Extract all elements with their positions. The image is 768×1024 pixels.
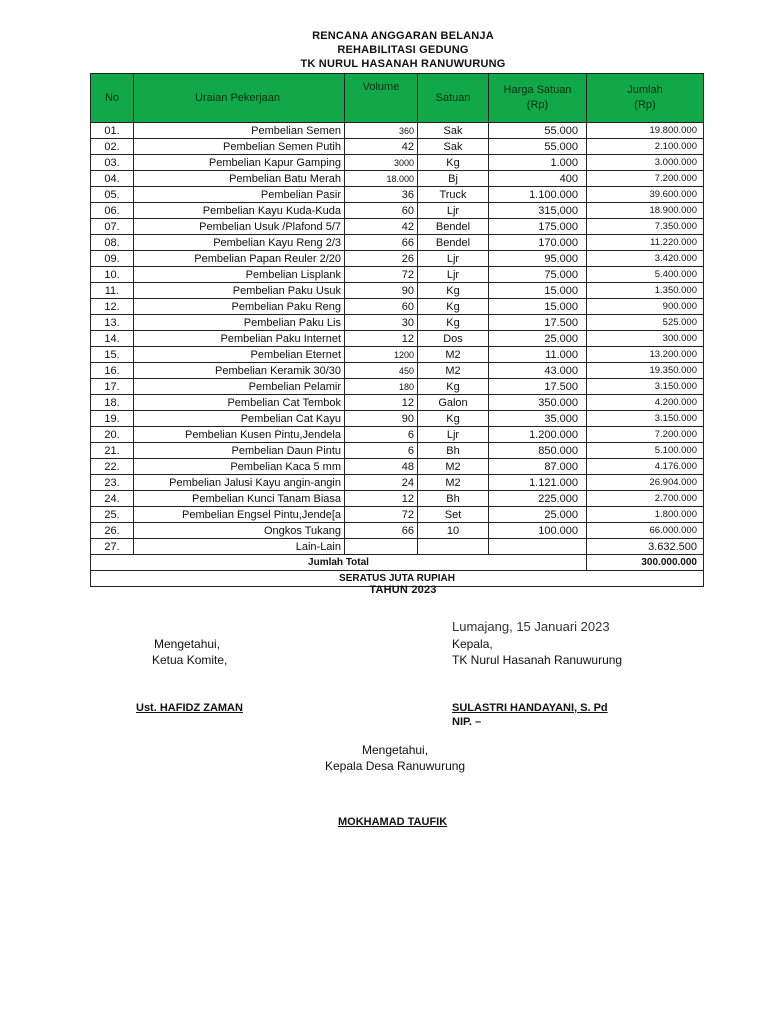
cell-uraian: Pembelian Kapur Gamping bbox=[134, 155, 345, 171]
cell-no: 24. bbox=[91, 491, 134, 507]
table-row bbox=[91, 443, 704, 459]
table-row bbox=[91, 331, 704, 347]
cell-uraian: Pembelian Paku Lis bbox=[134, 315, 345, 331]
table-row bbox=[91, 315, 704, 331]
cell-satuan: 10 bbox=[418, 523, 489, 539]
cell-harga: 87.000 bbox=[489, 459, 587, 475]
cell-jumlah: 26.904.000 bbox=[587, 475, 704, 491]
cell-uraian: Pembelian Jalusi Kayu angin-angin bbox=[134, 475, 345, 491]
table-row bbox=[91, 475, 704, 491]
cell-no: 20. bbox=[91, 427, 134, 443]
table-row bbox=[91, 363, 704, 379]
cell-harga: 1.200.000 bbox=[489, 427, 587, 443]
cell-volume: 30 bbox=[345, 315, 418, 331]
cell-harga: 400 bbox=[489, 171, 587, 187]
cell-satuan: Kg bbox=[418, 315, 489, 331]
cell-satuan: Dos bbox=[418, 331, 489, 347]
cell-volume: 12 bbox=[345, 491, 418, 507]
col-header-harga-unit: (Rp) bbox=[526, 99, 549, 111]
cell-uraian: Pembelian Paku Internet bbox=[134, 331, 345, 347]
table-row bbox=[91, 251, 704, 267]
cell-jumlah: 7.200.000 bbox=[587, 171, 704, 187]
cell-uraian: Pembelian Kayu Reng 2/3 bbox=[134, 235, 345, 251]
table-row bbox=[91, 491, 704, 507]
cell-uraian: Pembelian Lisplank bbox=[134, 267, 345, 283]
cell-uraian: Pembelian Semen bbox=[134, 123, 345, 139]
budget-year: TAHUN 2023 bbox=[369, 584, 437, 596]
cell-no: 25. bbox=[91, 507, 134, 523]
cell-jumlah: 3.150.000 bbox=[587, 379, 704, 395]
cell-uraian: Pembelian Cat Kayu bbox=[134, 411, 345, 427]
cell-satuan: Ljr bbox=[418, 251, 489, 267]
cell-volume: 72 bbox=[345, 267, 418, 283]
col-header-harga-label: Harga Satuan bbox=[503, 84, 572, 96]
cell-uraian: Lain-Lain bbox=[134, 539, 345, 555]
cell-jumlah: 300.000 bbox=[587, 331, 704, 347]
cell-satuan: Bendel bbox=[418, 235, 489, 251]
table-row bbox=[91, 507, 704, 523]
cell-satuan: Truck bbox=[418, 187, 489, 203]
table-row bbox=[91, 235, 704, 251]
cell-harga: 35.000 bbox=[489, 411, 587, 427]
cell-volume: 90 bbox=[345, 283, 418, 299]
cell-jumlah: 3.420.000 bbox=[587, 251, 704, 267]
cell-no: 05. bbox=[91, 187, 134, 203]
cell-no: 01. bbox=[91, 123, 134, 139]
cell-no: 17. bbox=[91, 379, 134, 395]
table-row bbox=[91, 267, 704, 283]
cell-jumlah: 19.800.000 bbox=[587, 123, 704, 139]
place-date: Lumajang, 15 Januari 2023 bbox=[452, 619, 610, 634]
cell-harga: 225.000 bbox=[489, 491, 587, 507]
cell-no: 21. bbox=[91, 443, 134, 459]
cell-no: 19. bbox=[91, 411, 134, 427]
right-signatory-name: SULASTRI HANDAYANI, S. Pd bbox=[452, 702, 608, 714]
amount-in-words: SERATUS JUTA RUPIAH bbox=[91, 571, 704, 587]
cell-satuan: M2 bbox=[418, 363, 489, 379]
table-row bbox=[91, 219, 704, 235]
cell-uraian: Pembelian Pasir bbox=[134, 187, 345, 203]
table-row bbox=[91, 459, 704, 475]
cell-jumlah: 19.350.000 bbox=[587, 363, 704, 379]
cell-satuan: M2 bbox=[418, 459, 489, 475]
table-row bbox=[91, 155, 704, 171]
cell-no: 08. bbox=[91, 235, 134, 251]
cell-uraian: Pembelian Papan Reuler 2/20 bbox=[134, 251, 345, 267]
cell-harga: 55.000 bbox=[489, 123, 587, 139]
col-header-volume: Volume bbox=[345, 74, 418, 123]
cell-no: 15. bbox=[91, 347, 134, 363]
cell-volume: 12 bbox=[345, 395, 418, 411]
cell-jumlah: 2.700.000 bbox=[587, 491, 704, 507]
col-header-harga bbox=[489, 74, 587, 123]
cell-harga: 15.000 bbox=[489, 283, 587, 299]
cell-harga: 315,000 bbox=[489, 203, 587, 219]
cell-harga: 850.000 bbox=[489, 443, 587, 459]
col-header-jumlah-label: Jumlah bbox=[627, 84, 663, 96]
cell-no: 13. bbox=[91, 315, 134, 331]
doc-title-line3: TK NURUL HASANAH RANUWURUNG bbox=[300, 58, 506, 70]
table-row bbox=[91, 123, 704, 139]
cell-satuan: Ljr bbox=[418, 203, 489, 219]
cell-satuan: Bendel bbox=[418, 219, 489, 235]
doc-title-line1: RENCANA ANGGARAN BELANJA bbox=[312, 30, 494, 42]
cell-no: 10. bbox=[91, 267, 134, 283]
cell-uraian: Pembelian Kunci Tanam Biasa bbox=[134, 491, 345, 507]
cell-jumlah: 66.000.000 bbox=[587, 523, 704, 539]
cell-uraian: Pembelian Usuk /Plafond 5/7 bbox=[134, 219, 345, 235]
cell-uraian: Pembelian Cat Tembok bbox=[134, 395, 345, 411]
cell-jumlah: 13.200.000 bbox=[587, 347, 704, 363]
cell-harga: 11.000 bbox=[489, 347, 587, 363]
cell-volume: 90 bbox=[345, 411, 418, 427]
col-header-jumlah-unit: (Rp) bbox=[634, 99, 656, 111]
doc-title-line2: REHABILITASI GEDUNG bbox=[337, 44, 469, 56]
total-value: 300.000.000 bbox=[587, 555, 704, 571]
cell-volume: 12 bbox=[345, 331, 418, 347]
cell-no: 07. bbox=[91, 219, 134, 235]
cell-harga: 175.000 bbox=[489, 219, 587, 235]
cell-satuan bbox=[418, 539, 489, 555]
cell-satuan: Ljr bbox=[418, 267, 489, 283]
cell-no: 12. bbox=[91, 299, 134, 315]
cell-harga: 170.000 bbox=[489, 235, 587, 251]
cell-volume: 180 bbox=[345, 379, 418, 395]
cell-harga: 25.000 bbox=[489, 507, 587, 523]
left-know-label: Mengetahui, bbox=[154, 637, 221, 651]
cell-harga bbox=[489, 539, 587, 555]
cell-uraian: Pembelian Paku Usuk bbox=[134, 283, 345, 299]
cell-volume: 66 bbox=[345, 235, 418, 251]
cell-harga: 43.000 bbox=[489, 363, 587, 379]
cell-satuan: Bj bbox=[418, 171, 489, 187]
table-row bbox=[91, 523, 704, 539]
cell-harga: 95.000 bbox=[489, 251, 587, 267]
cell-harga: 15.000 bbox=[489, 299, 587, 315]
cell-harga: 55.000 bbox=[489, 139, 587, 155]
cell-uraian: Pembelian Kaca 5 mm bbox=[134, 459, 345, 475]
cell-volume: 60 bbox=[345, 203, 418, 219]
table-header-row bbox=[91, 74, 704, 123]
cell-no: 09. bbox=[91, 251, 134, 267]
cell-volume: 42 bbox=[345, 139, 418, 155]
cell-volume: 72 bbox=[345, 507, 418, 523]
cell-satuan: Kg bbox=[418, 155, 489, 171]
cell-satuan: Kg bbox=[418, 379, 489, 395]
right-role: Kepala, bbox=[452, 637, 493, 651]
table-row bbox=[91, 203, 704, 219]
cell-volume: 18.000 bbox=[345, 171, 418, 187]
cell-jumlah: 3.632.500 bbox=[587, 539, 704, 555]
cell-no: 16. bbox=[91, 363, 134, 379]
cell-no: 06. bbox=[91, 203, 134, 219]
cell-no: 27. bbox=[91, 539, 134, 555]
cell-volume: 450 bbox=[345, 363, 418, 379]
table-row bbox=[91, 299, 704, 315]
cell-satuan: Kg bbox=[418, 283, 489, 299]
cell-uraian: Pembelian Paku Reng bbox=[134, 299, 345, 315]
cell-no: 04. bbox=[91, 171, 134, 187]
cell-satuan: Ljr bbox=[418, 427, 489, 443]
col-header-uraian: Uraian Pekerjaan bbox=[134, 74, 345, 123]
cell-uraian: Pembelian Semen Putih bbox=[134, 139, 345, 155]
cell-volume: 24 bbox=[345, 475, 418, 491]
cell-harga: 100.000 bbox=[489, 523, 587, 539]
cell-volume: 3000 bbox=[345, 155, 418, 171]
left-signatory-name: Ust. HAFIDZ ZAMAN bbox=[136, 702, 243, 714]
cell-uraian: Pembelian Kusen Pintu,Jendela bbox=[134, 427, 345, 443]
total-label: Jumlah Total bbox=[91, 555, 587, 571]
cell-no: 26. bbox=[91, 523, 134, 539]
cell-satuan: Galon bbox=[418, 395, 489, 411]
cell-no: 14. bbox=[91, 331, 134, 347]
cell-jumlah: 7.350.000 bbox=[587, 219, 704, 235]
cell-satuan: Sak bbox=[418, 139, 489, 155]
table-body bbox=[91, 123, 704, 555]
table-row bbox=[91, 539, 704, 555]
table-row bbox=[91, 379, 704, 395]
cell-harga: 25.000 bbox=[489, 331, 587, 347]
cell-satuan: Kg bbox=[418, 411, 489, 427]
cell-uraian: Pembelian Daun Pintu bbox=[134, 443, 345, 459]
cell-uraian: Pembelian Batu Merah bbox=[134, 171, 345, 187]
col-header-satuan: Satuan bbox=[418, 74, 489, 123]
cell-harga: 350.000 bbox=[489, 395, 587, 411]
table-row bbox=[91, 395, 704, 411]
cell-volume: 26 bbox=[345, 251, 418, 267]
cell-volume: 360 bbox=[345, 123, 418, 139]
cell-jumlah: 3.000.000 bbox=[587, 155, 704, 171]
table-row bbox=[91, 139, 704, 155]
cell-no: 11. bbox=[91, 283, 134, 299]
col-header-no: No bbox=[91, 74, 134, 123]
cell-uraian: Pembelian Kayu Kuda-Kuda bbox=[134, 203, 345, 219]
table-row bbox=[91, 427, 704, 443]
cell-uraian: Pembelian Keramik 30/30 bbox=[134, 363, 345, 379]
cell-no: 23. bbox=[91, 475, 134, 491]
cell-uraian: Pembelian Pelamir bbox=[134, 379, 345, 395]
cell-jumlah: 1.800.000 bbox=[587, 507, 704, 523]
total-row bbox=[91, 555, 704, 571]
cell-jumlah: 1.350.000 bbox=[587, 283, 704, 299]
bottom-role: Kepala Desa Ranuwurung bbox=[325, 759, 466, 773]
cell-jumlah: 5.100.000 bbox=[587, 443, 704, 459]
cell-volume: 42 bbox=[345, 219, 418, 235]
cell-uraian: Pembelian Eternet bbox=[134, 347, 345, 363]
cell-jumlah: 525.000 bbox=[587, 315, 704, 331]
right-org: TK Nurul Hasanah Ranuwurung bbox=[452, 653, 623, 667]
cell-volume: 6 bbox=[345, 427, 418, 443]
cell-uraian: Ongkos Tukang bbox=[134, 523, 345, 539]
cell-uraian: Pembelian Engsel Pintu,Jende[a bbox=[134, 507, 345, 523]
table-row bbox=[91, 283, 704, 299]
cell-jumlah: 4.200.000 bbox=[587, 395, 704, 411]
bottom-signatory-name: MOKHAMAD TAUFIK bbox=[338, 816, 448, 828]
cell-satuan: Bh bbox=[418, 443, 489, 459]
cell-no: 22. bbox=[91, 459, 134, 475]
cell-jumlah: 39.600.000 bbox=[587, 187, 704, 203]
cell-no: 18. bbox=[91, 395, 134, 411]
cell-volume: 48 bbox=[345, 459, 418, 475]
cell-jumlah: 2.100.000 bbox=[587, 139, 704, 155]
cell-satuan: Set bbox=[418, 507, 489, 523]
cell-harga: 1.100.000 bbox=[489, 187, 587, 203]
table-row bbox=[91, 411, 704, 427]
cell-jumlah: 18.900.000 bbox=[587, 203, 704, 219]
cell-jumlah: 7.200.000 bbox=[587, 427, 704, 443]
cell-satuan: M2 bbox=[418, 347, 489, 363]
cell-volume bbox=[345, 539, 418, 555]
table-row bbox=[91, 187, 704, 203]
cell-jumlah: 900.000 bbox=[587, 299, 704, 315]
cell-jumlah: 11.220.000 bbox=[587, 235, 704, 251]
bottom-know-label: Mengetahui, bbox=[362, 743, 429, 757]
cell-satuan: Kg bbox=[418, 299, 489, 315]
cell-volume: 1200 bbox=[345, 347, 418, 363]
cell-satuan: Bh bbox=[418, 491, 489, 507]
cell-jumlah: 5.400.000 bbox=[587, 267, 704, 283]
cell-volume: 36 bbox=[345, 187, 418, 203]
cell-jumlah: 3.150.000 bbox=[587, 411, 704, 427]
cell-satuan: Sak bbox=[418, 123, 489, 139]
table-row bbox=[91, 347, 704, 363]
right-signatory-nip: NIP. – bbox=[452, 716, 482, 728]
cell-jumlah: 4.176.000 bbox=[587, 459, 704, 475]
cell-no: 02. bbox=[91, 139, 134, 155]
cell-harga: 75.000 bbox=[489, 267, 587, 283]
cell-no: 03. bbox=[91, 155, 134, 171]
cell-harga: 17.500 bbox=[489, 315, 587, 331]
cell-harga: 17.500 bbox=[489, 379, 587, 395]
budget-table bbox=[90, 73, 704, 587]
cell-volume: 60 bbox=[345, 299, 418, 315]
cell-satuan: M2 bbox=[418, 475, 489, 491]
table-row bbox=[91, 171, 704, 187]
cell-volume: 6 bbox=[345, 443, 418, 459]
cell-harga: 1.121.000 bbox=[489, 475, 587, 491]
col-header-jumlah bbox=[587, 74, 704, 123]
left-role: Ketua Komite, bbox=[152, 653, 228, 667]
cell-volume: 66 bbox=[345, 523, 418, 539]
cell-harga: 1.000 bbox=[489, 155, 587, 171]
